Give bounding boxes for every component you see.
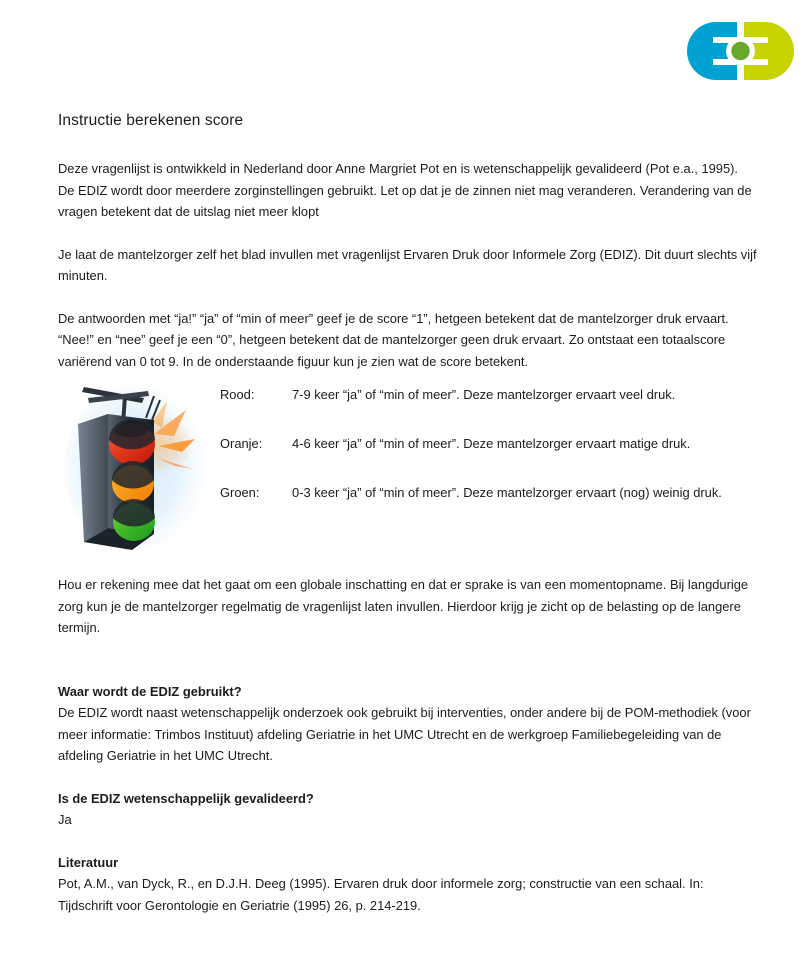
legend-label-rood: Rood: bbox=[220, 387, 255, 402]
spacer bbox=[58, 660, 758, 681]
document-body bbox=[58, 112, 758, 916]
logo-center-dot bbox=[731, 42, 749, 60]
score-legend-figure bbox=[58, 376, 758, 574]
paragraph-instruction: Je laat de mantelzorger zelf het blad invullen met vragenlijst Ervaren Druk door Informele Zorg (EDIZ). Dit duurt slechts vijf minuten. bbox=[58, 246, 757, 283]
paragraph-scoring: De antwoorden met “ja!” “ja” of “min of meer” geef je de score “1”, hetgeen betekent dat de mantelzorger druk ervaart. “Nee!” en “nee” geef je een “0”, hetgeen betekent dat de mantelzorger geen druk ervaart. Zo ontstaat een totaalscore variërend van 0 tot 9. In de onderstaande figuur kun je zien wat de score betekent. bbox=[58, 310, 729, 369]
legend-row-rood bbox=[220, 384, 758, 405]
legend-text-oranje: 4-6 keer “ja” of “min of meer”. Deze mantelzorger ervaart matige druk. bbox=[292, 436, 691, 451]
legend-text-rood: 7-9 keer “ja” of “min of meer”. Deze mantelzorger ervaart veel druk. bbox=[292, 387, 676, 402]
paragraph-waar-gebruikt: De EDIZ wordt naast wetenschappelijk onderzoek ook gebruikt bij interventies, onder andere bij de POM-methodiek (voor meer informatie: Trimbos Instituut) afdeling Geriatrie in het UMC Utrecht en de werkgroep Familiebegeleiding van de afdeling Geriatrie in het UMC Utrecht. bbox=[58, 705, 751, 763]
legend-label-oranje: Oranje: bbox=[220, 436, 263, 451]
page-title: Instructie berekenen score bbox=[58, 112, 244, 129]
paragraph-gevalideerd: Ja bbox=[58, 812, 72, 827]
legend-row-groen bbox=[220, 482, 758, 503]
legend-row-list bbox=[220, 384, 758, 503]
heading-gevalideerd: Is de EDIZ wetenschappelijk gevalideerd? bbox=[58, 790, 314, 806]
traffic-light-orange-lamp bbox=[112, 461, 154, 503]
traffic-light-red-lamp bbox=[109, 419, 155, 465]
traffic-light-green-lamp bbox=[113, 499, 155, 541]
paragraph-note: Hou er rekening mee dat het gaat om een globale inschatting en dat er sprake is van een momentopname. Bij langdurige zorg kun je de mantelzorger regelmatig de vragenlijst laten invullen. Hierdoor krijg je zicht op de belasting op de langere termijn. bbox=[58, 577, 749, 635]
traffic-light-graphic bbox=[62, 376, 208, 566]
heading-literatuur: Literatuur bbox=[58, 854, 119, 870]
ediz-logo-graphic bbox=[687, 22, 794, 80]
spacer bbox=[58, 767, 758, 788]
heading-waar-gebruikt: Waar wordt de EDIZ gebruikt? bbox=[58, 683, 242, 699]
paragraph-literatuur: Pot, A.M., van Dyck, R., en D.J.H. Deeg (1995). Ervaren druk door informele zorg; constructie van een schaal. In: Tijdschrift voor Gerontologie en Geriatrie (1995) 26, p. 214-219. bbox=[58, 876, 704, 913]
legend-label-groen: Groen: bbox=[220, 485, 260, 500]
traffic-light-illustration bbox=[62, 376, 208, 566]
legend-text-groen: 0-3 keer “ja” of “min of meer”. Deze mantelzorger ervaart (nog) weinig druk. bbox=[292, 485, 722, 500]
ediz-logo bbox=[687, 22, 794, 80]
legend-row-oranje bbox=[220, 433, 758, 454]
paragraph-intro: Deze vragenlijst is ontwikkeld in Nederland door Anne Margriet Pot en is wetenschappelijk gevalideerd (Pot e.a., 1995). De EDIZ wordt door meerdere zorginstellingen gebruikt. Let op dat je de zinnen niet mag veranderen. Verandering van de vragen betekent dat de uitslag niet meer klopt bbox=[58, 161, 752, 219]
spacer bbox=[58, 831, 758, 852]
